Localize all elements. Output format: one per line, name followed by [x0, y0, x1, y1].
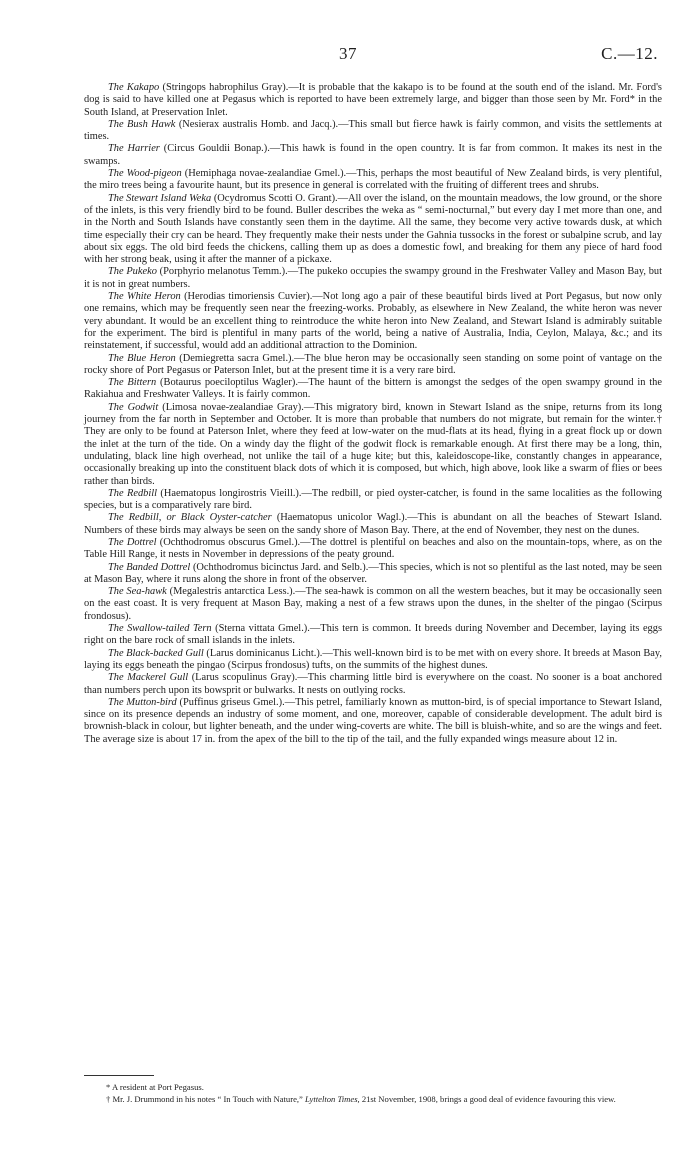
paragraph-dottrel	[84, 537, 662, 562]
species-name: The Pukeko	[108, 266, 157, 278]
species-name: The Dottrel	[108, 536, 157, 548]
paragraph-text: (Ochthodromus bicinctus Jard. and Selb.).—This species, which is not so plentiful as the last noted, may be seen at Mason Bay, where it runs along the shore in front of the observer.	[84, 561, 662, 585]
paragraph-text: (Puffinus griseus Gmel.).—This petrel, familiarly known as mutton-bird, is of special importance to Stewart Island, since on its presence depends an industry of some moment, and one, moreover, capable of considerable development. The adult bird is brownish-black in colour, but lighter beneath, and the under wing-coverts are white. The bill is bluish-white, and so are the wings and feet. The average size is about 17 in. from the apex of the bill to the tip of the tail, and the fully expanded wings measure about 12 in.	[84, 696, 662, 745]
paragraph-text: (Ochthodromus obscurus Gmel.).—The dottrel is plentiful on beaches and also on the mountain-tops, where, as on the Table Hill Range, it nests in November in depressions of the peaty ground.	[84, 536, 662, 561]
paragraph-black-oyster-catcher	[84, 512, 662, 537]
paragraph-text: (Herodias timoriensis Cuvier).—Not long ago a pair of these beautiful birds lived at Port Pegasus, but now only one remains, which may be frequently seen near the freezing-works. Probably, as elsewhere in New Zealand, the white heron was never very abundant. It would be an excellent thing to reintroduce the white heron into New Zealand, and Stewart Island is admirably suitable for the experiment. The bird is plentiful in many parts of the world, being a native of Australia, India, Ceylon, Malaya, &c.; and its reinstatement, if successful, would add an additional attraction to the Dominion.	[84, 291, 662, 352]
paragraph-banded-dottrel	[84, 562, 662, 587]
paragraph-godwit	[84, 402, 662, 488]
paragraph-text: (Larus dominicanus Licht.).—This well-known bird is to be met with on every shore. It breeds at Mason Bay, laying its eggs beneath the pingao (Scirpus frondosus) tufts, on the summits of the highest dunes.	[84, 647, 662, 671]
species-name: The Sea-hawk	[108, 586, 167, 598]
footnote-text: 21st November, 1908, brings a good deal of evidence favouring this view.	[359, 1094, 616, 1105]
species-name: The Godwit	[108, 401, 159, 413]
species-name: The White Heron	[108, 291, 181, 303]
paragraph-text: (Ocydromus Scotti O. Grant).—All over the island, on the mountain meadows, the low ground, or the shore of the inlets, is this very friendly bird to be found. Buller describes the weka as “ semi-nocturnal,” but every day I met more than one, and in the North and South Islands have constantly seen them in the daytime. All the same, they become very active towards dusk, at which time especially their cry can be heard. They frequently make their nests under the Gahnia tussocks in the forest or subalpine scrub, and lay about six eggs. The old bird feeds the chickens, calling them up as does a domestic fowl, and breaking for them any piece of hard food with her strong beak, using it after the manner of a pickaxe.	[84, 192, 662, 266]
paragraph-text: (Demiegretta sacra Gmel.).—The blue heron may be occasionally seen standing on some point of vantage on the rocky shore of Port Pegasus or Paterson Inlet, but at the present time it is a very rare bird.	[84, 352, 662, 376]
species-name: The Bittern	[108, 377, 157, 389]
species-name: The Bush Hawk	[108, 118, 176, 130]
paragraph-text: (Haematopus unicolor Wagl.).—This is abundant on all the beaches of Stewart Island. Numbers of these birds may always be seen on the sandy shore of Mason Bay. There, at the end of November, they nest on the dunes.	[84, 512, 662, 536]
species-name: The Banded Dottrel	[108, 561, 191, 573]
species-name: The Redbill	[108, 487, 158, 499]
footnotes	[84, 1082, 662, 1107]
species-name: The Wood-pigeon	[108, 168, 182, 180]
paragraph-blue-heron	[84, 353, 662, 378]
paragraph-text: (Megalestris antarctica Less.).—The sea-hawk is common on all the western beaches, but it may be occasionally seen on the east coast. It is very frequent at Mason Bay, making a nest of a few straws upon the dunes, in the shelter of the pingao (Scirpus frondosus).	[84, 586, 662, 622]
page-number: 37	[339, 44, 357, 63]
paragraph-text: (Botaurus poeciloptilus Wagler).—The haunt of the bittern is amongst the sedges of the open swampy ground in the Rakiahua and Freshwater Valleys. It is fairly common.	[84, 377, 662, 401]
paragraph-text: (Porphyrio melanotus Temm.).—The pukeko occupies the swampy ground in the Freshwater Valley and Mason Bay, but it is not in great numbers.	[84, 266, 662, 290]
paragraph-white-heron	[84, 291, 662, 352]
footnote-text: † Mr. J. Drummond in his notes “ In Touch with Nature,”	[106, 1094, 306, 1105]
species-name: The Black-backed Gull	[108, 647, 204, 659]
paragraph-redbill	[84, 488, 662, 513]
paragraph-black-backed-gull	[84, 648, 662, 673]
species-name: The Stewart Island Weka	[108, 192, 212, 204]
paragraph-text: (Circus Gouldii Bonap.).—This hawk is found in the open country. It is far from common. It makes its nest in the swamps.	[84, 143, 663, 167]
article-body	[84, 82, 662, 746]
paragraph-harrier	[84, 143, 662, 168]
species-name: The Harrier	[108, 143, 160, 155]
paragraph-bush-hawk	[84, 119, 662, 144]
species-name: The Kakapo	[108, 82, 160, 93]
paragraph-bittern	[84, 377, 662, 402]
footnote-drummond	[84, 1094, 662, 1104]
footnote-divider	[84, 1075, 154, 1076]
paragraph-text: (Nesierax australis Homb. and Jacq.).—This small but fierce hawk is fairly common, and visits the settlements at times.	[84, 118, 662, 143]
species-name: The Mackerel Gull	[108, 672, 189, 684]
species-name: The Swallow-tailed Tern	[108, 623, 212, 635]
footnote-publication: Lyttelton Times,	[305, 1094, 360, 1105]
paragraph-text: (Limosa novae-zealandiae Gray).—This migratory bird, known in Stewart Island as the snipe, returns from its long journey from the far north in September and October. It is more than probable that numbers do not migrate, but remain for the winter.† They are only to be found at Paterson Inlet, where they feed at low-water on the mud-flats at its head, flying in a great flock up or down the inlet at the turn of the tide. On a windy day the flight of the godwit flock is remarkable enough. At first there may be a long, thin, undulating, black line high overhead, not unlike the tail of a huge kite; but this, kaleidoscope-like, constantly changes in appearance, occasionally breaking up into the constituent black dots of which it is composed, but which, high above, look like a swarm of flies or bees rather than birds.	[84, 401, 662, 487]
page-header	[0, 44, 700, 68]
paragraph-text: (Larus scopulinus Gray).—This charming little bird is everywhere on the coast. No sooner is a boat anchored than numbers perch upon its bowsprit or bulwarks. It nests on outlying rocks.	[84, 672, 662, 696]
paragraph-weka	[84, 193, 662, 267]
paragraph-text: (Sterna vittata Gmel.).—This tern is common. It breeds during November and December, laying its eggs right on the bare rock of small islands in the inlets.	[84, 623, 662, 647]
footnote-resident: * A resident at Port Pegasus.	[106, 1082, 204, 1092]
paragraph-mutton-bird	[84, 697, 662, 746]
document-reference: C.—12.	[601, 44, 658, 63]
species-name: The Blue Heron	[108, 352, 176, 364]
paragraph-pukeko	[84, 266, 662, 291]
species-name: The Redbill, or Black Oyster-catcher	[108, 512, 272, 524]
paragraph-text: (Haematopus longirostris Vieill.).—The redbill, or pied oyster-catcher, is found in the same localities as the following species, but is a comparatively rare bird.	[84, 487, 662, 512]
paragraph-kakapo	[84, 82, 662, 119]
paragraph-swallow-tailed-tern	[84, 623, 662, 648]
paragraph-sea-hawk	[84, 586, 662, 623]
paragraph-wood-pigeon	[84, 168, 662, 193]
paragraph-mackerel-gull	[84, 672, 662, 697]
paragraph-text: (Hemiphaga novae-zealandiae Gmel.).—This, perhaps the most beautiful of New Zealand birds, is very plentiful, the miro trees being a favourite haunt, but its presence in general is correlated with the fruiting of different trees and shrubs.	[84, 168, 662, 192]
species-name: The Mutton-bird	[108, 696, 177, 708]
paragraph-text: (Stringops habrophilus Gray).—It is probable that the kakapo is to be found at the south end of the island. Mr. Ford's dog is said to have killed one at Pegasus which is reported to have been extremely large, and bigger than those seen by Mr. Ford* in the South Island, at Preservation Inlet.	[84, 82, 662, 118]
